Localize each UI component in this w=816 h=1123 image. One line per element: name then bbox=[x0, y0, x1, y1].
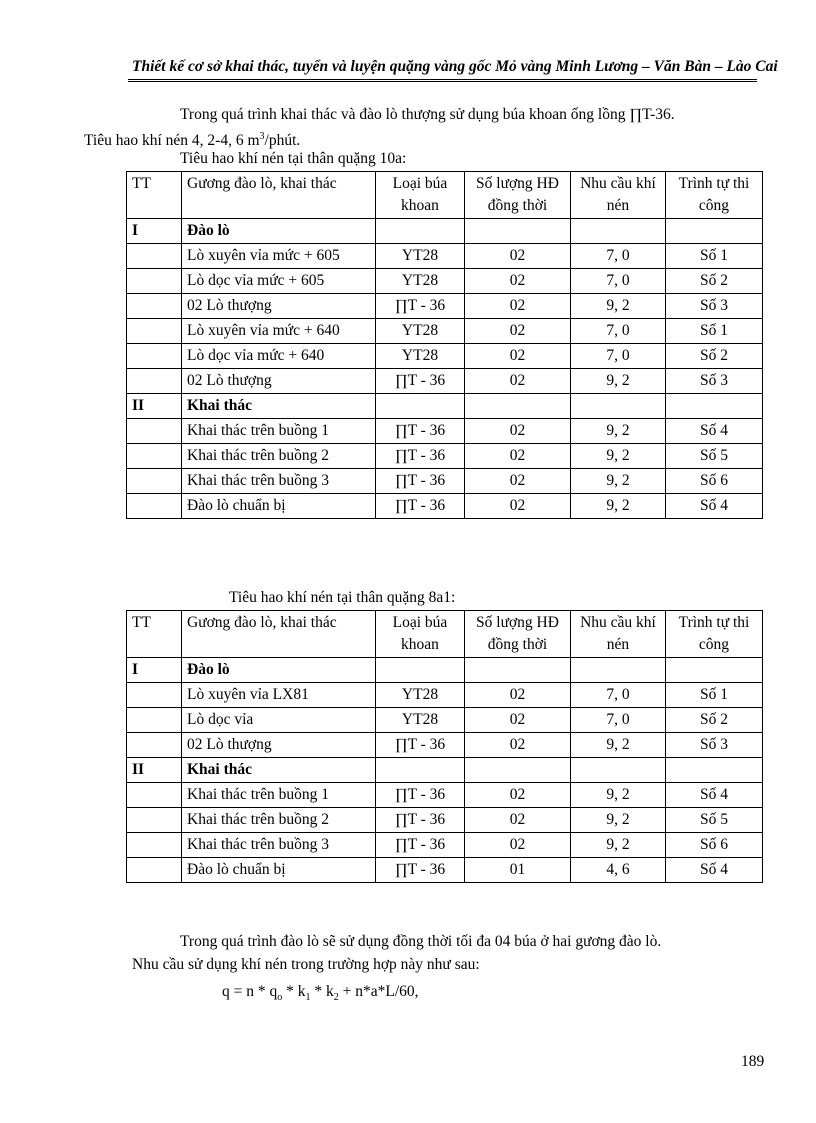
section-row bbox=[127, 658, 763, 683]
cell-need: 9, 2 bbox=[571, 494, 666, 519]
table-row bbox=[127, 319, 763, 344]
cell-type: ∏T - 36 bbox=[376, 733, 465, 758]
cell-order: Số 3 bbox=[666, 294, 763, 319]
cell-order bbox=[666, 394, 763, 419]
cell-name: Khai thác trên buồng 3 bbox=[182, 833, 376, 858]
cell-tt bbox=[127, 708, 182, 733]
table-row bbox=[127, 708, 763, 733]
cell-need: 9, 2 bbox=[571, 833, 666, 858]
cell-type: ∏T - 36 bbox=[376, 808, 465, 833]
section-row bbox=[127, 758, 763, 783]
table-row bbox=[127, 344, 763, 369]
table-row bbox=[127, 858, 763, 883]
intro-line-1: Trong quá trình khai thác và đào lò thượng sử dụng búa khoan ống lồng ∏T-36. bbox=[180, 106, 675, 123]
cell-need: 7, 0 bbox=[571, 269, 666, 294]
header-rule bbox=[128, 79, 757, 82]
cell-type bbox=[376, 394, 465, 419]
cell-qty: 02 bbox=[465, 319, 571, 344]
table-row bbox=[127, 269, 763, 294]
cell-type: YT28 bbox=[376, 683, 465, 708]
running-header: Thiết kế cơ sở khai thác, tuyển và luyện quặng vàng gốc Mỏ vàng Minh Lương – Văn Bàn – Lào Cai bbox=[132, 58, 778, 75]
table-row bbox=[127, 244, 763, 269]
cell-type: YT28 bbox=[376, 319, 465, 344]
cell-need: 9, 2 bbox=[571, 369, 666, 394]
cell-need: 9, 2 bbox=[571, 783, 666, 808]
cell-need: 9, 2 bbox=[571, 419, 666, 444]
cell-order: Số 4 bbox=[666, 419, 763, 444]
cell-order: Số 2 bbox=[666, 708, 763, 733]
cell-need: 9, 2 bbox=[571, 444, 666, 469]
cell-type bbox=[376, 658, 465, 683]
cell-name: 02 Lò thượng bbox=[182, 294, 376, 319]
cell-need: 7, 0 bbox=[571, 344, 666, 369]
table-row bbox=[127, 444, 763, 469]
cell-name: Đào lò chuẩn bị bbox=[182, 858, 376, 883]
cell-tt: I bbox=[127, 219, 182, 244]
cell-name: Khai thác trên buồng 3 bbox=[182, 469, 376, 494]
cell-type: ∏T - 36 bbox=[376, 369, 465, 394]
cell-need: 9, 2 bbox=[571, 294, 666, 319]
cell-name: Lò dọc vỉa mức + 640 bbox=[182, 344, 376, 369]
cell-order: Số 2 bbox=[666, 269, 763, 294]
cell-tt bbox=[127, 808, 182, 833]
cell-tt: I bbox=[127, 658, 182, 683]
cell-qty: 02 bbox=[465, 708, 571, 733]
air-consumption-table-10a bbox=[126, 171, 763, 519]
cell-type bbox=[376, 758, 465, 783]
header-cell: TT bbox=[127, 172, 182, 219]
cell-order bbox=[666, 219, 763, 244]
cell-qty: 02 bbox=[465, 344, 571, 369]
cell-order: Số 1 bbox=[666, 319, 763, 344]
cell-need bbox=[571, 658, 666, 683]
cell-qty: 02 bbox=[465, 683, 571, 708]
cell-need bbox=[571, 219, 666, 244]
cell-type bbox=[376, 219, 465, 244]
cell-need: 9, 2 bbox=[571, 733, 666, 758]
header-cell: Gương đào lò, khai thác bbox=[182, 172, 376, 219]
header-cell: Nhu cầu khí nén bbox=[571, 611, 666, 658]
cell-qty: 02 bbox=[465, 469, 571, 494]
cell-qty: 02 bbox=[465, 294, 571, 319]
table-row bbox=[127, 294, 763, 319]
cell-qty bbox=[465, 658, 571, 683]
cell-need: 7, 0 bbox=[571, 319, 666, 344]
cell-name: Khai thác bbox=[182, 758, 376, 783]
table-row bbox=[127, 369, 763, 394]
table-row bbox=[127, 469, 763, 494]
cell-name: Lò xuyên vỉa mức + 640 bbox=[182, 319, 376, 344]
cell-order: Số 4 bbox=[666, 494, 763, 519]
cell-type: ∏T - 36 bbox=[376, 294, 465, 319]
table-row bbox=[127, 808, 763, 833]
table-header-row bbox=[127, 172, 763, 219]
cell-type: ∏T - 36 bbox=[376, 858, 465, 883]
cell-qty bbox=[465, 219, 571, 244]
cell-tt bbox=[127, 369, 182, 394]
cell-qty: 02 bbox=[465, 419, 571, 444]
cell-type: ∏T - 36 bbox=[376, 469, 465, 494]
cell-need: 7, 0 bbox=[571, 244, 666, 269]
cell-need: 7, 0 bbox=[571, 708, 666, 733]
cell-qty: 02 bbox=[465, 733, 571, 758]
cell-name: Lò xuyên vỉa mức + 605 bbox=[182, 244, 376, 269]
cell-name: Khai thác trên buồng 1 bbox=[182, 419, 376, 444]
cell-need: 7, 0 bbox=[571, 683, 666, 708]
header-cell: Nhu cầu khí nén bbox=[571, 172, 666, 219]
cell-tt: II bbox=[127, 394, 182, 419]
section-row bbox=[127, 394, 763, 419]
cell-qty: 02 bbox=[465, 444, 571, 469]
cell-order bbox=[666, 658, 763, 683]
cell-order: Số 6 bbox=[666, 833, 763, 858]
cell-type: ∏T - 36 bbox=[376, 783, 465, 808]
cell-order: Số 3 bbox=[666, 369, 763, 394]
cell-order bbox=[666, 758, 763, 783]
header-cell: Loại búa khoan bbox=[376, 611, 465, 658]
cell-type: ∏T - 36 bbox=[376, 419, 465, 444]
cell-name: Đào lò bbox=[182, 658, 376, 683]
intro-line-2: Tiêu hao khí nén 4, 2-4, 6 $m^3$/phút. bbox=[84, 131, 301, 150]
cell-qty: 02 bbox=[465, 369, 571, 394]
cell-tt bbox=[127, 269, 182, 294]
cell-type: ∏T - 36 bbox=[376, 833, 465, 858]
cell-tt bbox=[127, 469, 182, 494]
table2-caption: Tiêu hao khí nén tại thân quặng 8a1: bbox=[229, 589, 456, 606]
cell-tt bbox=[127, 419, 182, 444]
cell-type: YT28 bbox=[376, 244, 465, 269]
cell-tt: II bbox=[127, 758, 182, 783]
cell-tt bbox=[127, 733, 182, 758]
cell-qty: 01 bbox=[465, 858, 571, 883]
cell-qty: 02 bbox=[465, 494, 571, 519]
cell-order: Số 1 bbox=[666, 244, 763, 269]
cell-order: Số 4 bbox=[666, 858, 763, 883]
header-cell: Trình tự thi công bbox=[666, 611, 763, 658]
cell-qty bbox=[465, 758, 571, 783]
table1-caption: Tiêu hao khí nén tại thân quặng 10a: bbox=[180, 150, 407, 167]
cell-qty: 02 bbox=[465, 269, 571, 294]
closing-line-2: Nhu cầu sử dụng khí nén trong trường hợp này như sau: bbox=[132, 956, 480, 973]
cell-tt bbox=[127, 344, 182, 369]
cell-name: Đào lò chuẩn bị bbox=[182, 494, 376, 519]
table-row bbox=[127, 683, 763, 708]
table-row bbox=[127, 419, 763, 444]
cell-name: 02 Lò thượng bbox=[182, 733, 376, 758]
table-row bbox=[127, 783, 763, 808]
cell-tt bbox=[127, 244, 182, 269]
cell-order: Số 5 bbox=[666, 808, 763, 833]
cell-tt bbox=[127, 858, 182, 883]
cell-need: 9, 2 bbox=[571, 469, 666, 494]
cell-type: YT28 bbox=[376, 344, 465, 369]
intro-paragraph bbox=[84, 104, 742, 152]
cell-name: Đào lò bbox=[182, 219, 376, 244]
page-number: 189 bbox=[741, 1053, 765, 1070]
cell-order: Số 4 bbox=[666, 783, 763, 808]
header-cell: Số lượng HĐ đồng thời bbox=[465, 611, 571, 658]
cell-need: 4, 6 bbox=[571, 858, 666, 883]
cell-qty bbox=[465, 394, 571, 419]
cell-name: Khai thác trên buồng 2 bbox=[182, 808, 376, 833]
cell-order: Số 1 bbox=[666, 683, 763, 708]
cell-tt bbox=[127, 783, 182, 808]
header-cell: Gương đào lò, khai thác bbox=[182, 611, 376, 658]
cell-name: Khai thác trên buồng 1 bbox=[182, 783, 376, 808]
table-row bbox=[127, 733, 763, 758]
table-row bbox=[127, 833, 763, 858]
cell-tt bbox=[127, 494, 182, 519]
cell-qty: 02 bbox=[465, 783, 571, 808]
table-header-row bbox=[127, 611, 763, 658]
cell-order: Số 5 bbox=[666, 444, 763, 469]
cell-type: YT28 bbox=[376, 269, 465, 294]
header-cell: Trình tự thi công bbox=[666, 172, 763, 219]
cell-name: 02 Lò thượng bbox=[182, 369, 376, 394]
cell-qty: 02 bbox=[465, 244, 571, 269]
cell-name: Khai thác trên buồng 2 bbox=[182, 444, 376, 469]
cell-tt bbox=[127, 319, 182, 344]
cell-need bbox=[571, 394, 666, 419]
cell-qty: 02 bbox=[465, 808, 571, 833]
header-cell: Loại búa khoan bbox=[376, 172, 465, 219]
cell-need bbox=[571, 758, 666, 783]
cell-type: ∏T - 36 bbox=[376, 494, 465, 519]
cell-name: Lò dọc vỉa bbox=[182, 708, 376, 733]
closing-line-1: Trong quá trình đào lò sẽ sử dụng đồng thời tối đa 04 búa ở hai gương đào lò. bbox=[180, 933, 662, 950]
formula: $q = n * q_o * k_1 * k_2 + n*a*L/60$, bbox=[222, 983, 419, 1004]
header-cell: Số lượng HĐ đồng thời bbox=[465, 172, 571, 219]
cell-tt bbox=[127, 294, 182, 319]
cell-type: YT28 bbox=[376, 708, 465, 733]
cell-qty: 02 bbox=[465, 833, 571, 858]
cell-name: Lò dọc vỉa mức + 605 bbox=[182, 269, 376, 294]
cell-order: Số 6 bbox=[666, 469, 763, 494]
air-consumption-table-8a1 bbox=[126, 610, 763, 883]
section-row bbox=[127, 219, 763, 244]
header-cell: TT bbox=[127, 611, 182, 658]
cell-order: Số 3 bbox=[666, 733, 763, 758]
table-row bbox=[127, 494, 763, 519]
cell-order: Số 2 bbox=[666, 344, 763, 369]
cell-need: 9, 2 bbox=[571, 808, 666, 833]
cell-name: Lò xuyên vỉa LX81 bbox=[182, 683, 376, 708]
cell-tt bbox=[127, 833, 182, 858]
cell-tt bbox=[127, 444, 182, 469]
cell-tt bbox=[127, 683, 182, 708]
cell-name: Khai thác bbox=[182, 394, 376, 419]
cell-type: ∏T - 36 bbox=[376, 444, 465, 469]
